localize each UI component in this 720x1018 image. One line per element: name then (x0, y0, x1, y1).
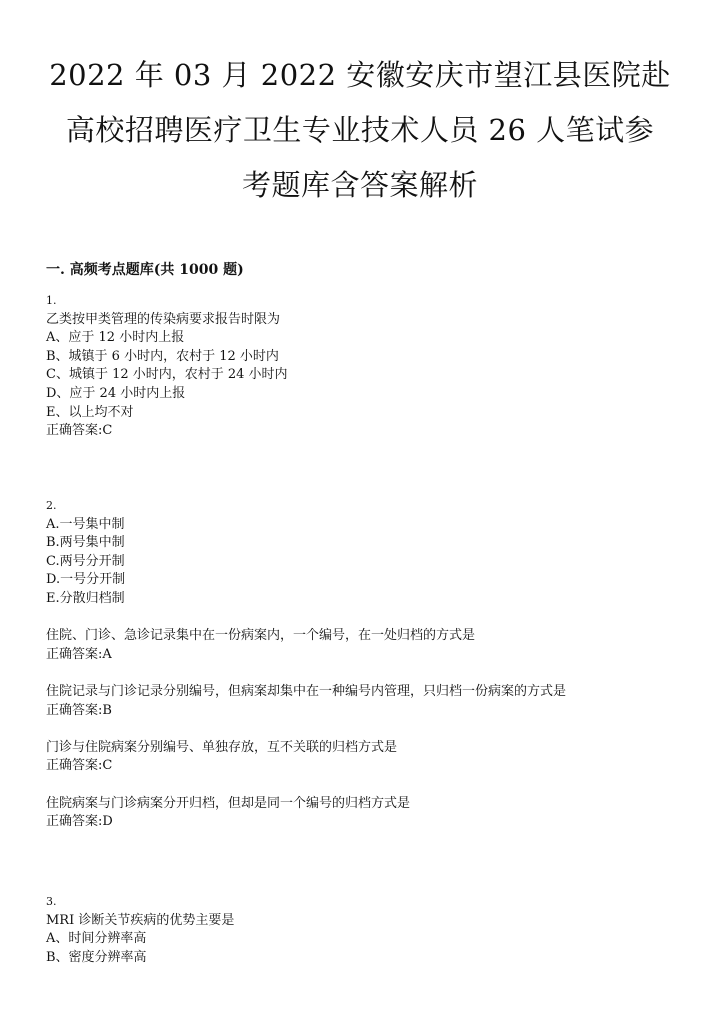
question-2 (46, 497, 566, 832)
question-number: 2. (46, 499, 57, 512)
option: C、城镇于 12 小时内，农村于 24 小时内 (46, 367, 288, 383)
document-title (40, 48, 680, 213)
question-1 (46, 292, 288, 441)
title-line-1: 2022 年 03 月 2022 安徽安庆市望江县医院赴 (49, 58, 671, 92)
option: E、以上均不对 (46, 404, 134, 420)
question-stem: MRI 诊断关节疾病的优势主要是 (46, 912, 235, 928)
option: A、应于 12 小时内上报 (46, 330, 185, 346)
sub-question-stem: 门诊与住院病案分别编号、单独存放，互不关联的归档方式是 (46, 739, 398, 755)
sub-question-stem: 住院记录与门诊记录分别编号，但病案却集中在一种编号内管理，只归档一份病案的方式是 (46, 683, 567, 699)
question-number: 3. (46, 895, 57, 908)
question-number: 1. (46, 294, 57, 307)
question-3 (46, 893, 234, 967)
question-stem: 乙类按甲类管理的传染病要求报告时限为 (46, 311, 281, 327)
option: D.一号分开制 (46, 572, 126, 588)
option: B、密度分辨率高 (46, 949, 147, 965)
option: B.两号集中制 (46, 535, 125, 551)
title-line-3: 考题库含答案解析 (241, 168, 478, 202)
option: C.两号分开制 (46, 553, 125, 569)
option: A.一号集中制 (46, 516, 125, 532)
section-heading: 一. 高频考点题库(共 1000 题) (46, 262, 244, 278)
sub-question-stem: 住院病案与门诊病案分开归档，但却是同一个编号的归档方式是 (46, 795, 411, 811)
option: E.分散归档制 (46, 590, 125, 606)
answer: 正确答案:B (46, 702, 112, 718)
option: B、城镇于 6 小时内，农村于 12 小时内 (46, 348, 279, 364)
option: D、应于 24 小时内上报 (46, 385, 186, 401)
answer: 正确答案:D (46, 814, 113, 830)
answer: 正确答案:C (46, 758, 113, 774)
answer: 正确答案:C (46, 423, 113, 439)
option: A、时间分辨率高 (46, 931, 147, 947)
answer: 正确答案:A (46, 646, 112, 662)
sub-question-stem: 住院、门诊、急诊记录集中在一份病案内，一个编号，在一处归档的方式是 (46, 628, 476, 644)
title-line-2: 高校招聘医疗卫生专业技术人员 26 人笔试参 (65, 113, 655, 147)
